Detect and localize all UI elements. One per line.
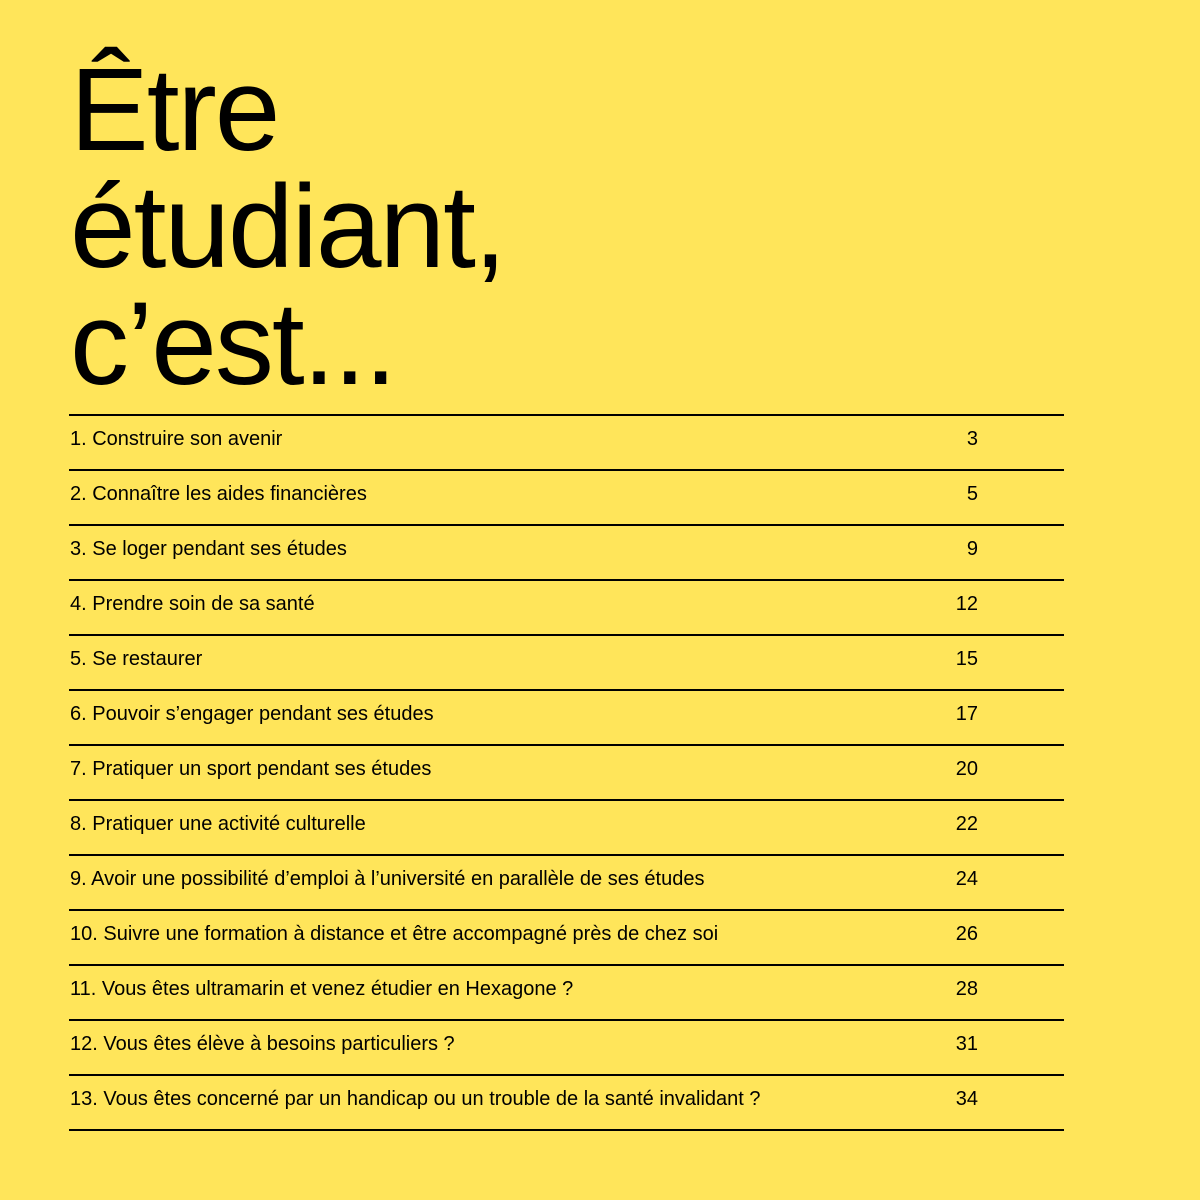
toc-label: 6. Pouvoir s’engager pendant ses études — [70, 703, 434, 725]
toc-row[interactable] — [69, 526, 1064, 581]
toc-label: 11. Vous êtes ultramarin et venez étudier en Hexagone ? — [70, 978, 574, 1000]
toc-label: 8. Pratiquer une activité culturelle — [70, 813, 366, 835]
toc-label: 13. Vous êtes concerné par un handicap ou un trouble de la santé invalidant ? — [70, 1088, 761, 1110]
toc-row[interactable] — [69, 471, 1064, 526]
toc-page-number: 9 — [966, 538, 978, 560]
toc-page-number: 3 — [966, 428, 978, 450]
toc-page-number: 15 — [955, 648, 978, 670]
title-line: Être — [70, 44, 279, 176]
toc-page-number: 28 — [955, 978, 978, 1000]
toc-page-number: 20 — [955, 758, 978, 780]
toc-page-number: 12 — [955, 593, 978, 615]
title-line: étudiant, — [70, 161, 505, 293]
toc-page-number: 26 — [955, 923, 978, 945]
table-of-contents — [69, 414, 1064, 1131]
toc-row[interactable] — [69, 1076, 1064, 1131]
toc-label: 7. Pratiquer un sport pendant ses études — [70, 758, 432, 780]
toc-label: 5. Se restaurer — [70, 648, 203, 670]
toc-page-number: 22 — [955, 813, 978, 835]
toc-row[interactable] — [69, 966, 1064, 1021]
toc-label: 12. Vous êtes élève à besoins particuliers ? — [70, 1033, 455, 1055]
toc-label: 1. Construire son avenir — [70, 428, 283, 450]
title-line: c’est... — [70, 278, 395, 410]
toc-label: 10. Suivre une formation à distance et être accompagné près de chez soi — [70, 923, 719, 945]
toc-page-number: 31 — [955, 1033, 978, 1055]
toc-label: 3. Se loger pendant ses études — [70, 538, 347, 560]
toc-row[interactable] — [69, 856, 1064, 911]
toc-row[interactable] — [69, 801, 1064, 856]
toc-label: 4. Prendre soin de sa santé — [70, 593, 315, 615]
toc-row[interactable] — [69, 911, 1064, 966]
toc-page-number: 34 — [955, 1088, 978, 1110]
toc-row[interactable] — [69, 691, 1064, 746]
toc-row[interactable] — [69, 581, 1064, 636]
toc-page-number: 5 — [966, 483, 978, 505]
toc-row[interactable] — [69, 1021, 1064, 1076]
toc-row[interactable] — [69, 416, 1064, 471]
toc-page-number: 17 — [955, 703, 978, 725]
toc-row[interactable] — [69, 636, 1064, 691]
page-title — [70, 44, 505, 410]
toc-label: 9. Avoir une possibilité d’emploi à l’université en parallèle de ses études — [70, 868, 705, 890]
toc-label: 2. Connaître les aides financières — [70, 483, 367, 505]
toc-row[interactable] — [69, 746, 1064, 801]
toc-page-number: 24 — [955, 868, 978, 890]
